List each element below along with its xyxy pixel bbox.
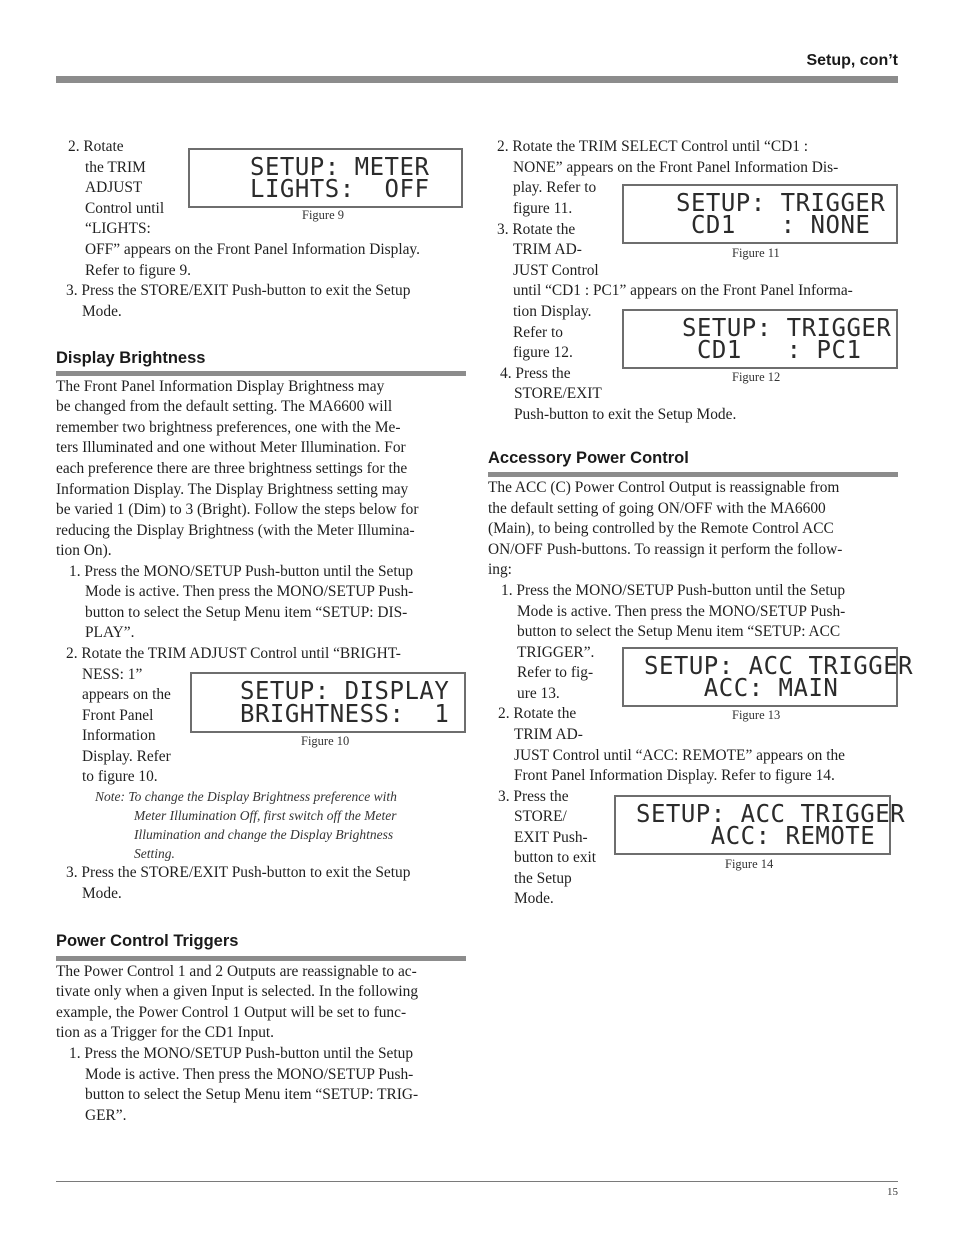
page-header-title: Setup, con’t bbox=[806, 52, 898, 69]
text-line: 2. Rotate the bbox=[498, 705, 577, 722]
text-line: 3. Press the STORE/EXIT Push-button to exit the Setup bbox=[66, 864, 411, 881]
text-line: 1. Press the MONO/SETUP Push-button until the Setup bbox=[69, 563, 414, 580]
figure-10-caption: Figure 10 bbox=[301, 734, 350, 748]
text-line: ADJUST bbox=[85, 179, 143, 196]
figure-13-display bbox=[622, 647, 914, 707]
text-line: Refer to fig- bbox=[517, 664, 594, 681]
heading-display-brightness: Display Brightness bbox=[56, 349, 206, 367]
text-line: Front Panel Information Display. Refer to figure 14. bbox=[514, 767, 835, 784]
figure-10-display bbox=[190, 672, 466, 733]
text-line: the TRIM bbox=[85, 159, 146, 176]
note-line: Note: To change the Display Brightness preference with bbox=[95, 789, 397, 804]
display-line-2: ACC: REMOTE bbox=[636, 820, 876, 851]
text-line: 1. Press the MONO/SETUP Push-button until the Setup bbox=[501, 582, 846, 599]
text-line: Mode. bbox=[82, 885, 122, 902]
text-line: TRIM AD- bbox=[514, 726, 583, 743]
text-line: Refer to figure 9. bbox=[85, 262, 191, 279]
text-line: be varied 1 (Dim) to 3 (Bright). Follow the steps below for bbox=[56, 501, 419, 518]
text-line: The Power Control 1 and 2 Outputs are reassignable to ac- bbox=[56, 963, 417, 980]
text-line: PLAY”. bbox=[85, 624, 135, 641]
text-line: Display. Refer bbox=[82, 748, 171, 765]
display-line-2: ACC: MAIN bbox=[644, 672, 839, 703]
text-line: tion Display. bbox=[513, 303, 592, 320]
display-line-1: SETUP: ACC TRIGGER bbox=[644, 650, 914, 681]
text-line: to figure 10. bbox=[82, 768, 158, 785]
figure-11-caption: Figure 11 bbox=[732, 246, 780, 260]
text-line: OFF” appears on the Front Panel Information Display. bbox=[85, 241, 420, 258]
figure-9-display bbox=[188, 148, 463, 208]
display-line-1: SETUP: DISPLAY bbox=[240, 675, 450, 706]
text-line: TRIM AD- bbox=[513, 241, 582, 258]
text-line: button to select the Setup Menu item “SETUP: TRIG- bbox=[85, 1086, 419, 1103]
text-line: tivate only when a given Input is selected. In the following bbox=[56, 983, 419, 1000]
display-line-2: BRIGHTNESS: 1 bbox=[240, 698, 450, 729]
figure-12-caption: Figure 12 bbox=[732, 370, 781, 384]
text-line: ters Illuminated and one without Meter Illumination. For bbox=[56, 439, 406, 456]
text-line: Mode. bbox=[82, 303, 122, 320]
heading-accessory-power-control: Accessory Power Control bbox=[488, 449, 689, 467]
text-line: TRIGGER”. bbox=[517, 644, 595, 661]
text-line: Mode is active. Then press the MONO/SETUP Push- bbox=[517, 603, 846, 620]
display-line-2: CD1 : NONE bbox=[676, 209, 871, 240]
display-line-2: CD1 : PC1 bbox=[682, 334, 862, 365]
text-line: 2. Rotate bbox=[68, 138, 124, 155]
text-line: EXIT Push- bbox=[514, 829, 588, 846]
figure-14-display bbox=[614, 795, 906, 855]
figure-9-caption: Figure 9 bbox=[302, 208, 345, 222]
text-line: The Front Panel Information Display Brightness may bbox=[56, 378, 385, 395]
text-line: STORE/ bbox=[514, 808, 567, 825]
text-line: Mode. bbox=[514, 890, 554, 907]
display-line-1: SETUP: METER bbox=[250, 151, 430, 182]
figure-13-caption: Figure 13 bbox=[732, 708, 781, 722]
header-bar bbox=[56, 76, 898, 83]
note-line: Meter Illumination Off, first switch off the Meter bbox=[134, 808, 397, 823]
note-line: Illumination and change the Display Brightness bbox=[134, 827, 394, 842]
text-line: until “CD1 : PC1” appears on the Front Panel Informa- bbox=[513, 282, 853, 299]
display-line-1: SETUP: ACC TRIGGER bbox=[636, 798, 906, 829]
display-line-2: LIGHTS: OFF bbox=[250, 173, 430, 204]
text-line: button to exit bbox=[514, 849, 597, 866]
text-line: the default setting of going ON/OFF with the MA6600 bbox=[488, 500, 826, 517]
text-line: each preference there are three brightness settings for the bbox=[56, 460, 408, 477]
text-line: Mode is active. Then press the MONO/SETUP Push- bbox=[85, 1066, 414, 1083]
figure-12-display bbox=[622, 309, 898, 369]
text-line: ON/OFF Push-buttons. To reassign it perform the follow- bbox=[488, 541, 843, 558]
text-line: example, the Power Control 1 Output will be set to func- bbox=[56, 1004, 407, 1021]
text-line: Information Display. The Display Brightness setting may bbox=[56, 481, 409, 498]
display-line-1: SETUP: TRIGGER bbox=[676, 187, 886, 218]
section-rule bbox=[488, 472, 898, 477]
display-line-1: SETUP: TRIGGER bbox=[682, 312, 892, 343]
text-line: 3. Press the STORE/EXIT Push-button to exit the Setup bbox=[66, 282, 411, 299]
text-line: “LIGHTS: bbox=[85, 220, 151, 237]
text-line: GER”. bbox=[85, 1107, 127, 1124]
text-line: be changed from the default setting. The MA6600 will bbox=[56, 398, 393, 415]
text-line: Information bbox=[82, 727, 156, 744]
text-line: 1. Press the MONO/SETUP Push-button until the Setup bbox=[69, 1045, 414, 1062]
text-line: play. Refer to bbox=[513, 179, 597, 196]
text-line: 3. Press the bbox=[498, 788, 569, 805]
text-line: figure 11. bbox=[513, 200, 573, 217]
figure-14-caption: Figure 14 bbox=[725, 857, 774, 871]
page-number: 15 bbox=[887, 1186, 898, 1198]
text-line: NESS: 1” bbox=[82, 666, 143, 683]
text-line: reducing the Display Brightness (with the Meter Illumina- bbox=[56, 522, 415, 539]
section-rule bbox=[56, 371, 466, 376]
heading-power-control-triggers: Power Control Triggers bbox=[56, 932, 239, 950]
section-rule bbox=[56, 956, 466, 961]
text-line: button to select the Setup Menu item “SETUP: ACC bbox=[517, 623, 841, 640]
note-line: Setting. bbox=[134, 846, 175, 861]
figure-11-display bbox=[622, 184, 898, 244]
text-line: STORE/EXIT bbox=[514, 385, 602, 402]
text-line: Push-button to exit the Setup Mode. bbox=[514, 406, 737, 423]
text-line: JUST Control until “ACC: REMOTE” appears on the bbox=[514, 747, 846, 764]
text-line: figure 12. bbox=[513, 344, 573, 361]
text-line: 2. Rotate the TRIM SELECT Control until “CD1 : bbox=[497, 138, 809, 155]
text-line: 3. Rotate the bbox=[497, 221, 576, 238]
footer-rule bbox=[56, 1181, 898, 1182]
text-line: tion as a Trigger for the CD1 Input. bbox=[56, 1024, 275, 1041]
text-line: button to select the Setup Menu item “SETUP: DIS- bbox=[85, 604, 408, 621]
text-line: the Setup bbox=[514, 870, 572, 887]
text-line: Control until bbox=[85, 200, 165, 217]
text-line: tion On). bbox=[56, 542, 112, 559]
text-line: (Main), to being controlled by the Remote Control ACC bbox=[488, 520, 834, 537]
text-line: Front Panel bbox=[82, 707, 154, 724]
text-line: The ACC (C) Power Control Output is reassignable from bbox=[488, 479, 840, 496]
text-line: remember two brightness preferences, one with the Me- bbox=[56, 419, 401, 436]
text-line: JUST Control bbox=[513, 262, 599, 279]
text-line: Refer to bbox=[513, 324, 563, 341]
text-line: NONE” appears on the Front Panel Information Dis- bbox=[513, 159, 839, 176]
text-line: ure 13. bbox=[517, 685, 560, 702]
text-line: appears on the bbox=[82, 686, 171, 703]
text-line: 4. Press the bbox=[500, 365, 571, 382]
text-line: ing: bbox=[488, 561, 512, 578]
text-line: Mode is active. Then press the MONO/SETUP Push- bbox=[85, 583, 414, 600]
text-line: 2. Rotate the TRIM ADJUST Control until “BRIGHT- bbox=[66, 645, 401, 662]
